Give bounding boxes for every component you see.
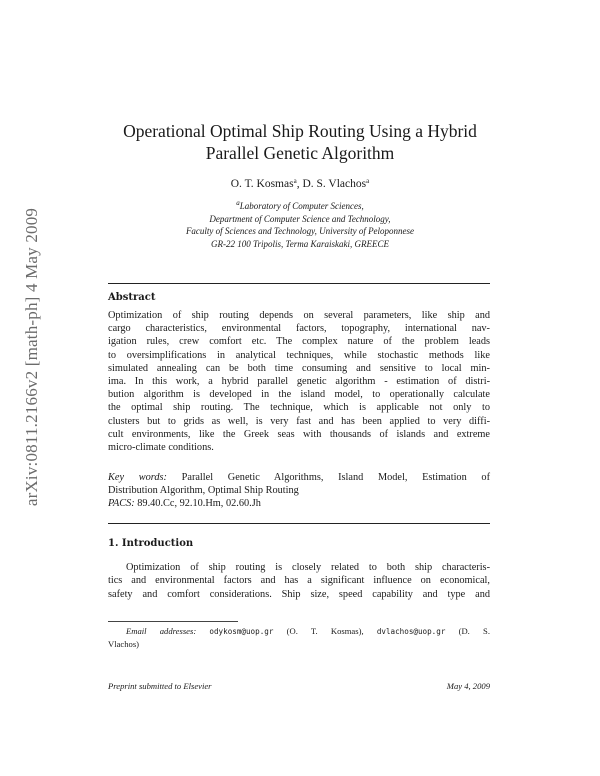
abstract-top-rule xyxy=(108,283,490,284)
abstract-body xyxy=(108,309,490,454)
section-heading: 1. Introduction xyxy=(108,538,194,549)
author-affil-mark: a xyxy=(293,177,297,185)
affiliation xyxy=(100,200,500,250)
author-name: O. T. Kosmas xyxy=(230,178,294,190)
abstract-line: clusters but to grids as well, is very fast and has been applied to very diffi- xyxy=(108,415,490,427)
keywords-label: Key words: xyxy=(108,472,167,483)
paper-title xyxy=(100,120,500,164)
footnote-line: Vlachos) xyxy=(108,639,140,649)
abstract-line: cult environments, like the Greek seas with thousands of islands and extreme xyxy=(108,428,490,440)
arxiv-stamp: arXiv:0811.2166v2 [math-ph] 4 May 2009 xyxy=(22,207,41,507)
author-list xyxy=(100,176,500,192)
footnote xyxy=(108,625,490,650)
affil-line: GR-22 100 Tripolis, Terma Karaiskaki, GREECE xyxy=(211,238,389,249)
footnote-name: (D. S. xyxy=(458,626,490,636)
body-line: Optimization of ship routing is closely related to both ship characteris- xyxy=(126,562,490,573)
author-separator: , xyxy=(296,178,303,190)
abstract-line: to oversimplifications in analytical techniques, while stochastic methods like xyxy=(108,349,490,361)
affil-line: Faculty of Sciences and Technology, University of Peloponnese xyxy=(185,226,415,236)
affil-mark: a xyxy=(236,199,240,207)
footnote-name: (O. T. Kosmas), xyxy=(286,626,364,636)
preprint-note: Preprint submitted to Elsevier xyxy=(108,681,212,691)
title-line-1: Operational Optimal Ship Routing Using a Hybrid xyxy=(123,121,477,141)
pacs-codes: 89.40.Cc, 92.10.Hm, 02.60.Jh xyxy=(137,498,261,510)
keywords-text: Parallel Genetic Algorithms, Island Model, Estimation of xyxy=(181,472,490,483)
abstract-line: igation rules, crew comfort etc. The complex nature of the problem leads xyxy=(108,336,490,348)
keywords-text: Distribution Algorithm, Optimal Ship Routing xyxy=(108,485,299,497)
abstract-line: simulated annealing can be both time consuming and sensitive to local min- xyxy=(108,362,490,374)
footnote-rule xyxy=(108,621,238,622)
preprint-date: May 4, 2009 xyxy=(446,681,490,691)
keywords-block xyxy=(108,471,490,511)
abstract-line: bution algorithm is developed in the island model, to operationally calculate xyxy=(108,389,490,401)
section-body xyxy=(108,561,490,601)
affil-line: Laboratory of Computer Sciences, xyxy=(239,201,364,211)
abstract-bottom-rule xyxy=(108,523,490,524)
affil-line: Department of Computer Science and Technology, xyxy=(209,213,391,224)
abstract-line: the optimal ship routing. The technique, which is applicable not only to xyxy=(108,402,490,414)
abstract-line: Optimization of ship routing depends on several parameters, like ship and xyxy=(108,310,490,321)
abstract-line: micro-climate conditions. xyxy=(108,442,214,454)
author-name: D. S. Vlachos xyxy=(302,178,367,190)
email-link[interactable]: odykosm@uop.gr xyxy=(209,627,274,636)
abstract-line: ima. In this work, a hybrid parallel genetic algorithm - estimation of distri- xyxy=(108,376,490,388)
title-line-2: Parallel Genetic Algorithm xyxy=(205,143,395,163)
author-affil-mark: a xyxy=(366,177,370,185)
abstract-heading: Abstract xyxy=(108,292,156,303)
footnote-label: Email addresses: xyxy=(126,626,197,636)
abstract-line: cargo characteristics, environmental factors, topography, international nav- xyxy=(108,323,490,335)
body-line: safety and comfort considerations. Ship size, speed capability and type and xyxy=(108,588,490,600)
pacs-label: PACS: xyxy=(108,498,135,510)
email-link[interactable]: dvlachos@uop.gr xyxy=(376,627,446,636)
body-line: tics and environmental factors and has a significant influence on economical, xyxy=(108,575,490,587)
